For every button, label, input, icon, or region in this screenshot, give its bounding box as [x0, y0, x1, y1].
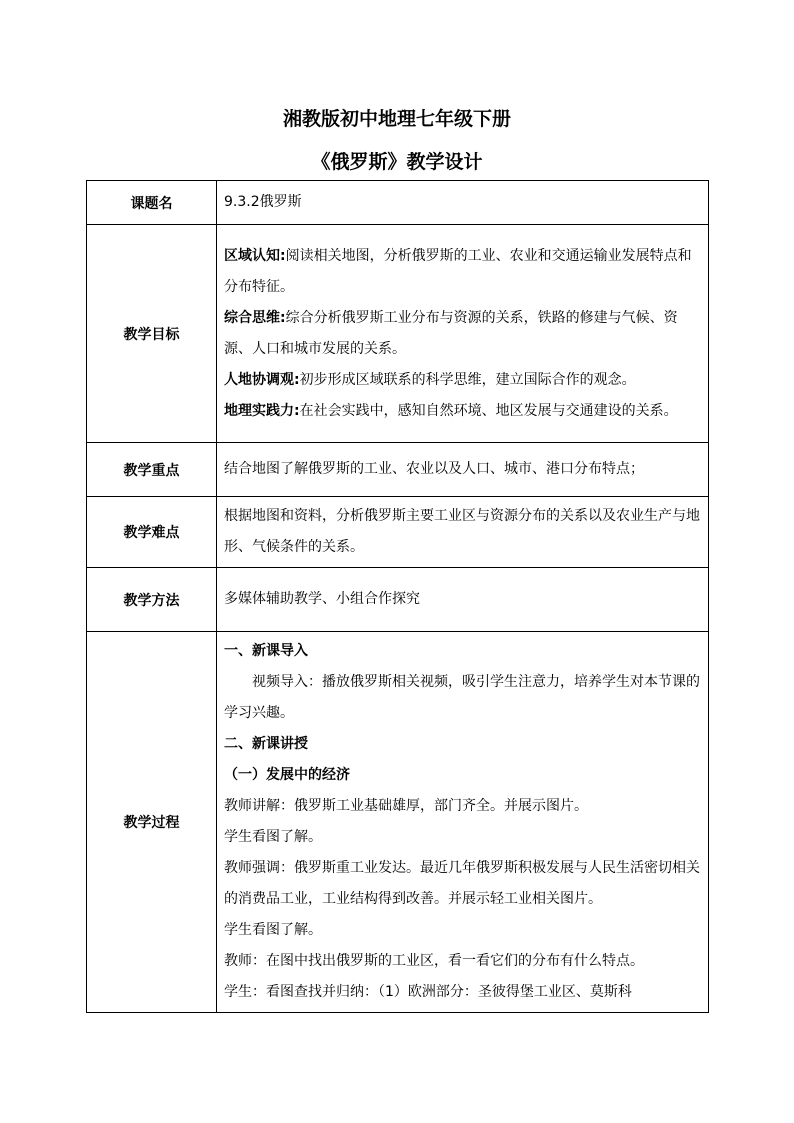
table-row [87, 632, 709, 1013]
key-points-value: 结合地图了解俄罗斯的工业、农业以及人口、城市、港口分布特点； [217, 443, 709, 497]
goal-lead: 区域认知: [224, 247, 286, 264]
paragraph: 教师：在图中找出俄罗斯的工业区，看一看它们的分布有什么特点。 [224, 953, 644, 969]
subsection-heading: （一）发展中的经济 [224, 767, 350, 783]
goal-item [224, 396, 702, 427]
goal-item [224, 303, 702, 365]
document-title: 湘教版初中地理七年级下册 [282, 108, 511, 130]
goal-text: 综合分析俄罗斯工业分布与资源的关系，铁路的修建与气候、资源、人口和城市发展的关系。 [224, 309, 678, 357]
table-row [87, 443, 709, 497]
methods-label: 教学方法 [87, 568, 217, 632]
paragraph: 学生：看图查找并归纳：（1）欧洲部分：圣彼得堡工业区、莫斯科 [224, 984, 632, 1000]
goal-lead: 人地协调观: [224, 371, 300, 388]
topic-label: 课题名 [87, 181, 217, 225]
goal-text: 阅读相关地图，分析俄罗斯的工业、农业和交通运输业发展特点和分布特征。 [224, 247, 692, 295]
table-row [87, 497, 709, 568]
process-label: 教学过程 [87, 632, 217, 1013]
process-content [217, 632, 709, 1013]
difficulties-label: 教学难点 [87, 497, 217, 568]
difficulties-value: 根据地图和资料，分析俄罗斯主要工业区与资源分布的关系以及农业生产与地形、气候条件的关系。 [217, 497, 709, 568]
goal-lead: 综合思维: [224, 309, 286, 326]
goal-text: 初步形成区域联系的科学思维，建立国际合作的观念。 [299, 371, 636, 388]
lesson-plan-table [86, 180, 709, 1013]
section-heading: 二、新课讲授 [224, 736, 308, 752]
table-row [87, 568, 709, 632]
table-row [87, 225, 709, 443]
methods-value: 多媒体辅助教学、小组合作探究 [217, 568, 709, 632]
table-row [87, 181, 709, 225]
goal-item [224, 365, 702, 396]
topic-value: 9.3.2俄罗斯 [217, 181, 709, 225]
key-points-label: 教学重点 [87, 443, 217, 497]
paragraph: 学生看图了解。 [224, 829, 322, 845]
section-heading: 一、新课导入 [224, 643, 308, 659]
goals-label: 教学目标 [87, 225, 217, 443]
paragraph: 教师强调：俄罗斯重工业发达。最近几年俄罗斯积极发展与人民生活密切相关的消费品工业，工业结构得到改善。并展示轻工业相关图片。 [224, 860, 700, 907]
paragraph: 视频导入：播放俄罗斯相关视频，吸引学生注意力，培养学生对本节课的学习兴趣。 [224, 674, 700, 721]
paragraph: 教师讲解：俄罗斯工业基础雄厚，部门齐全。并展示图片。 [224, 798, 588, 814]
goal-text: 在社会实践中，感知自然环境、地区发展与交通建设的关系。 [299, 402, 678, 419]
goal-item [224, 241, 702, 303]
goal-lead: 地理实践力: [224, 402, 300, 419]
document-subtitle: 《俄罗斯》教学设计 [311, 151, 483, 173]
paragraph: 学生看图了解。 [224, 922, 322, 938]
goals-content [217, 225, 709, 443]
